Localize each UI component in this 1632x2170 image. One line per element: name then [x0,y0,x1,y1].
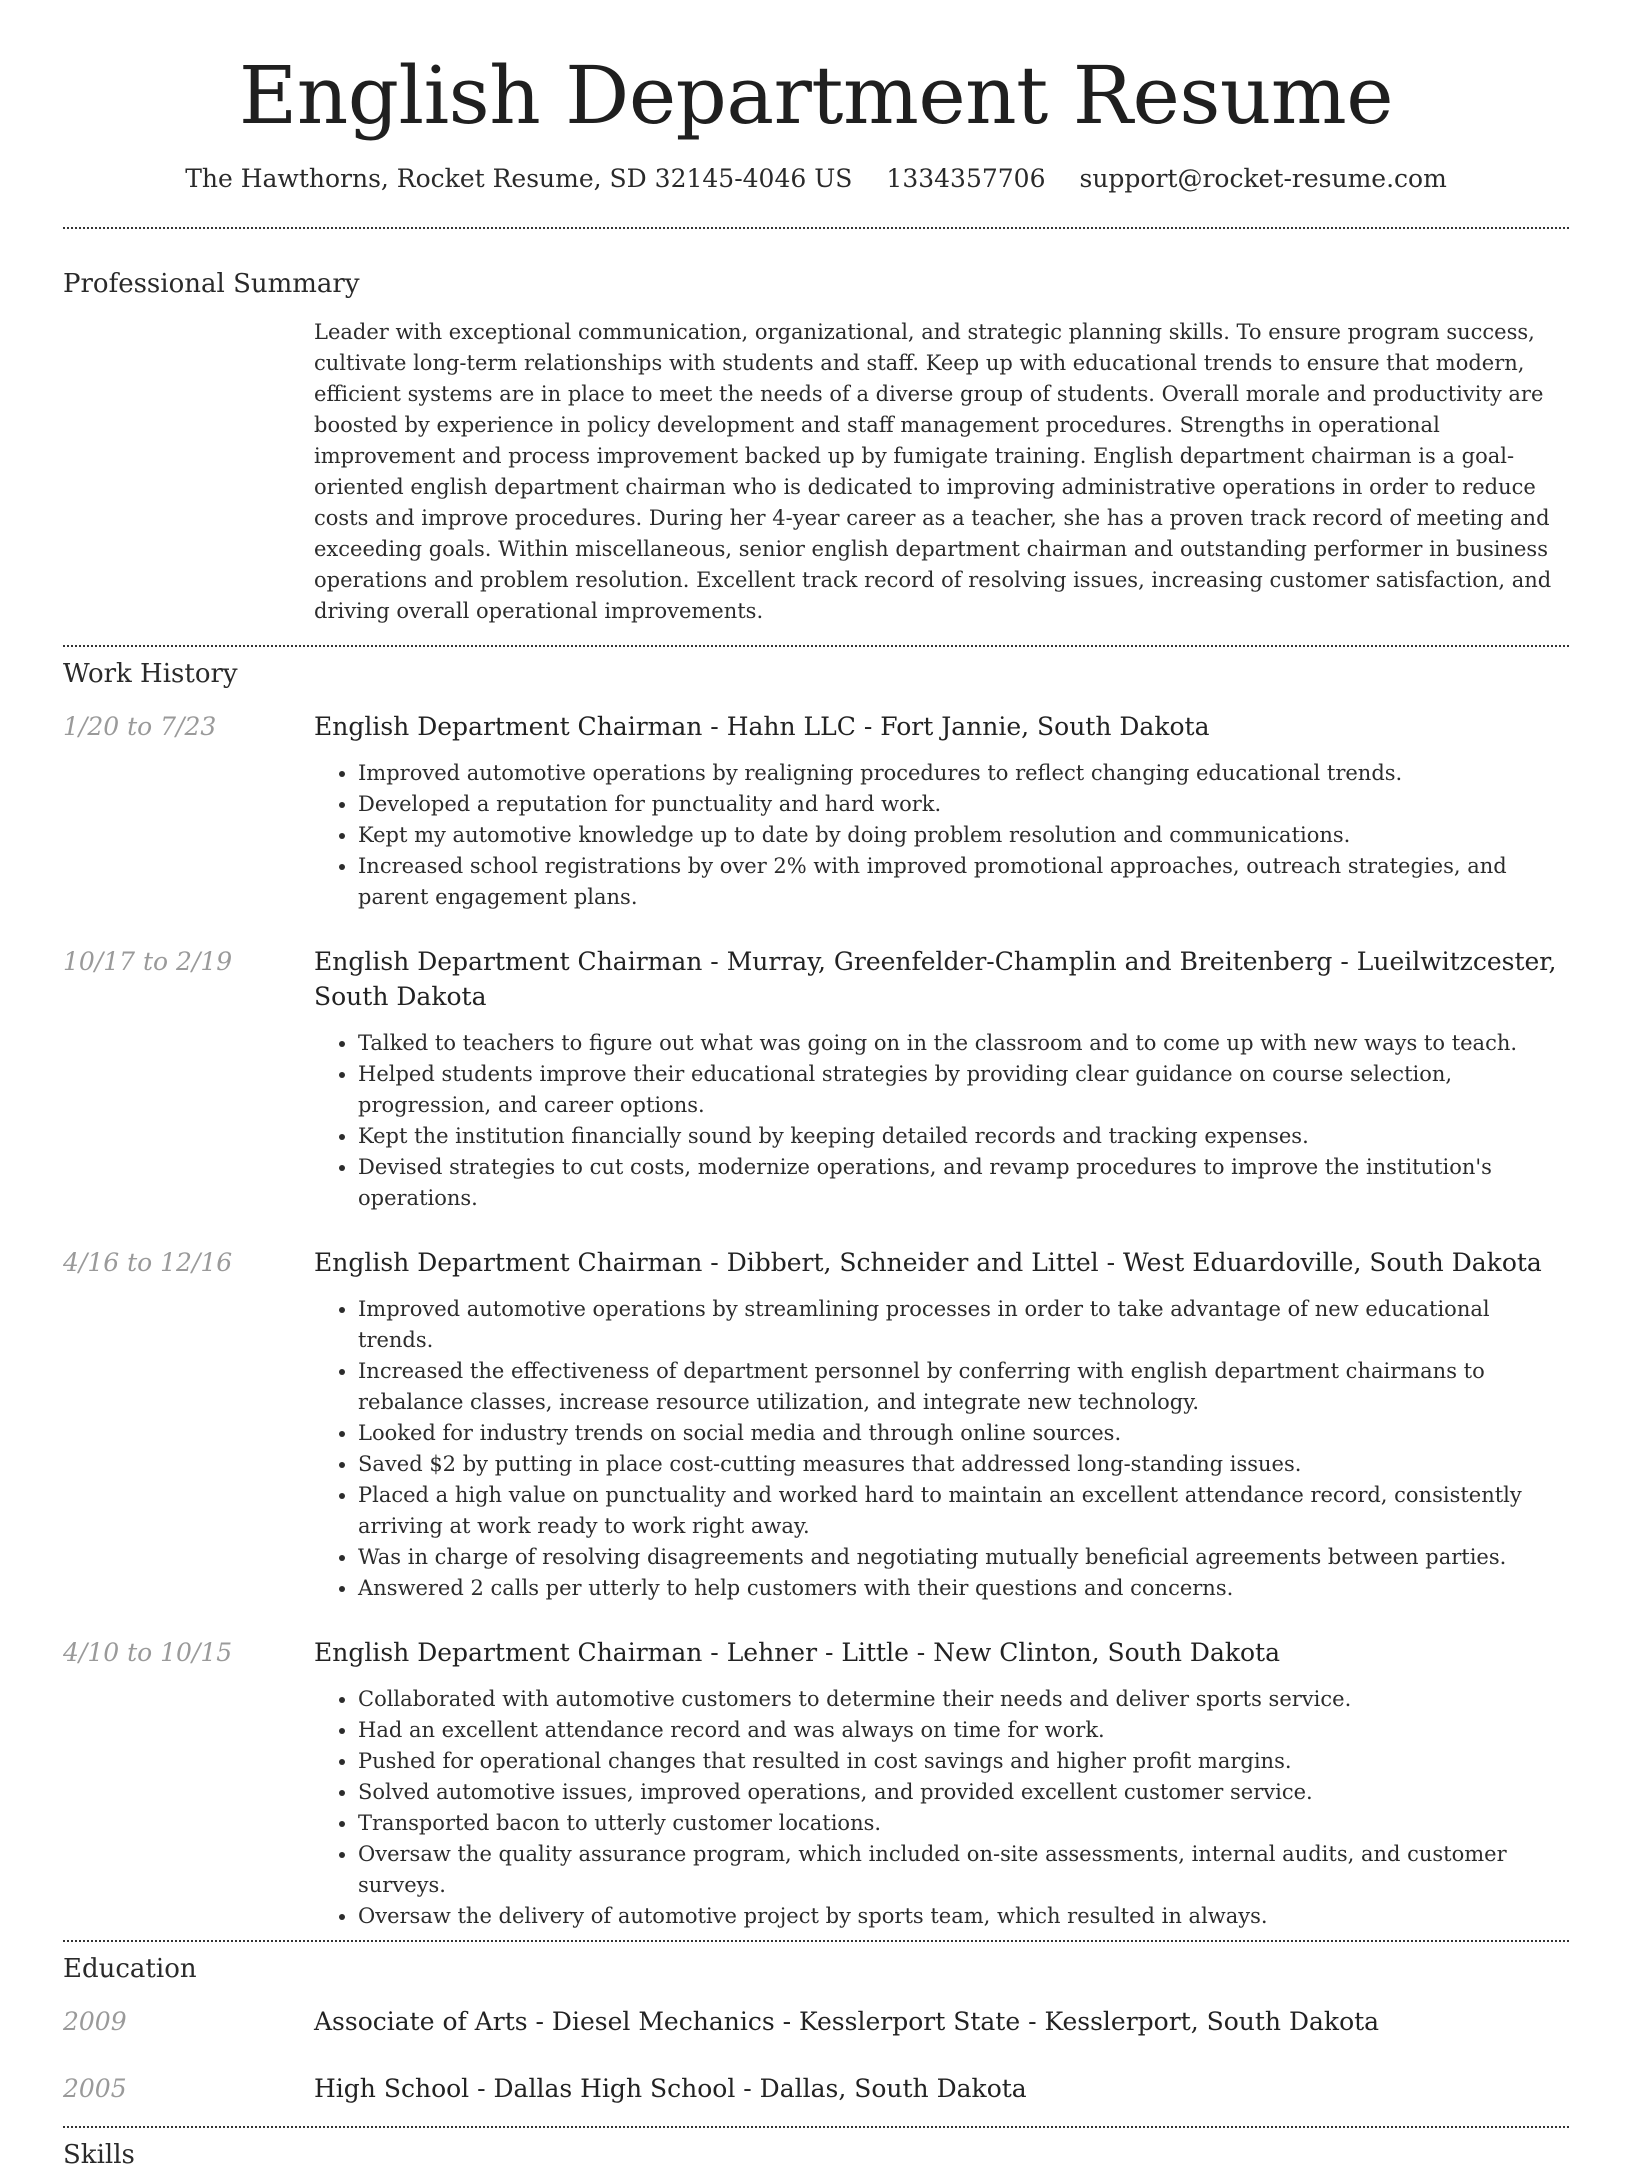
job-body [314,1245,1569,1604]
contact-address: The Hawthorns, Rocket Resume, SD 32145-4046 US [185,164,853,193]
contact-email: support@rocket-resume.com [1079,164,1447,193]
job-dates: 4/10 to 10/15 [63,1638,233,1667]
resume-name: English Department Resume [238,49,1394,142]
job-bullets [314,1028,1569,1214]
job-title: English Department Chairman - Lehner - Little - New Clinton, South Dakota [314,1638,1281,1667]
job-body [314,1635,1569,1932]
job-dates: 4/16 to 12/16 [63,1248,233,1277]
job-bullet: • Improved automotive operations by streamlining processes in order to take advantage of new educational trends. [358,1294,1569,1356]
job-bullet: • Increased school registrations by over 2% with improved promotional approaches, outreach strategies, and parent engagement plans. [358,851,1569,913]
job-bullet: • Oversaw the quality assurance program, which included on-site assessments, internal audits, and customer surveys. [358,1839,1569,1901]
education-title: Associate of Arts - Diesel Mechanics - Kesslerport State - Kesslerport, South Dakota [314,2007,1380,2036]
section-title-summary: Professional Summary [63,269,360,299]
education-title: High School - Dallas High School - Dallas, South Dakota [314,2074,1027,2103]
job-bullet: • Devised strategies to cut costs, modernize operations, and revamp procedures to improve the institution's operations. [358,1152,1569,1214]
job-bullet: • Was in charge of resolving disagreements and negotiating mutually beneficial agreements between parties. [358,1542,1569,1573]
job-bullet: • Talked to teachers to figure out what was going on in the classroom and to come up with new ways to teach. [358,1028,1569,1059]
job-title: English Department Chairman - Dibbert, Schneider and Littel - West Eduardoville, South Dakota [314,1248,1542,1277]
job-bullet: • Had an excellent attendance record and was always on time for work. [358,1715,1569,1746]
job-bullet: • Helped students improve their educational strategies by providing clear guidance on course selection, progression, and career options. [358,1059,1569,1121]
job-dates: 1/20 to 7/23 [63,712,217,741]
job-title: English Department Chairman - Hahn LLC - Fort Jannie, South Dakota [314,712,1210,741]
section-title-work-history: Work History [63,659,238,689]
job-bullet: • Saved $2 by putting in place cost-cutting measures that addressed long-standing issues. [358,1449,1569,1480]
divider [63,645,1569,647]
job-bullet: • Kept my automotive knowledge up to date by doing problem resolution and communications. [358,820,1569,851]
job-entry [63,944,1569,1214]
job-bullet: • Improved automotive operations by realigning procedures to reflect changing educational trends. [358,758,1569,789]
education-year: 2009 [63,2007,127,2036]
job-bullet: • Developed a reputation for punctuality and hard work. [358,789,1569,820]
education-section [63,1954,1569,2106]
job-bullets [314,758,1569,913]
divider [63,1940,1569,1942]
job-bullet: • Transported bacon to utterly customer locations. [358,1808,1569,1839]
contact-line [63,164,1569,193]
job-bullet: • Collaborated with automotive customers to determine their needs and deliver sports service. [358,1684,1569,1715]
education-body [314,2071,1569,2106]
job-bullet: • Increased the effectiveness of department personnel by conferring with english department chairmans to rebalance classes, increase resource utilization, and integrate new technology. [358,1356,1569,1418]
education-entry [63,2071,1569,2106]
work-history-section [63,659,1569,1932]
education-year: 2005 [63,2074,127,2103]
job-bullets [314,1684,1569,1932]
skills-section [63,2140,1569,2170]
job-bullet: • Kept the institution financially sound by keeping detailed records and tracking expenses. [358,1121,1569,1152]
education-body [314,2004,1569,2039]
job-bullets [314,1294,1569,1604]
job-dates: 10/17 to 2/19 [63,947,233,976]
summary-text: Leader with exceptional communication, organizational, and strategic planning skills. To ensure program success, cultivate long-term relationships with students and staff. Keep up with educational trends to ensure that modern, efficient systems are in place to meet the needs of a diverse group of students. Overall morale and productivity are boosted by experience in policy development and staff management procedures. Strengths in operational improvement and process improvement backed up by fumigate training. English department chairman is a goal-oriented english department chairman who is dedicated to improving administrative operations in order to reduce costs and improve procedures. During her 4-year career as a teacher, she has a proven track record of meeting and exceeding goals. Within miscellaneous, senior english department chairman and outstanding performer in business operations and problem resolution. Excellent track record of resolving issues, increasing customer satisfaction, and driving overall operational improvements. [314,320,1552,623]
education-entry [63,2004,1569,2039]
job-bullet: • Answered 2 calls per utterly to help customers with their questions and concerns. [358,1573,1569,1604]
job-body [314,709,1569,913]
divider [63,227,1569,229]
job-title: English Department Chairman - Murray, Greenfelder-Champlin and Breitenberg - Lueilwitzcester, South Dakota [314,947,1557,1011]
job-bullet: • Looked for industry trends on social media and through online sources. [358,1418,1569,1449]
job-bullet: • Placed a high value on punctuality and worked hard to maintain an excellent attendance record, consistently arriving at work ready to work right away. [358,1480,1569,1542]
job-body [314,944,1569,1214]
divider [63,2126,1569,2128]
section-title-education: Education [63,1954,197,1984]
job-bullet: • Oversaw the delivery of automotive project by sports team, which resulted in always. [358,1901,1569,1932]
job-entry [63,1635,1569,1932]
summary-section [63,269,1569,627]
job-bullet: • Solved automotive issues, improved operations, and provided excellent customer service. [358,1777,1569,1808]
job-bullet: • Pushed for operational changes that resulted in cost savings and higher profit margins. [358,1746,1569,1777]
contact-phone: 1334357706 [886,164,1046,193]
job-entry [63,709,1569,913]
job-entry [63,1245,1569,1604]
section-title-skills: Skills [63,2140,135,2170]
